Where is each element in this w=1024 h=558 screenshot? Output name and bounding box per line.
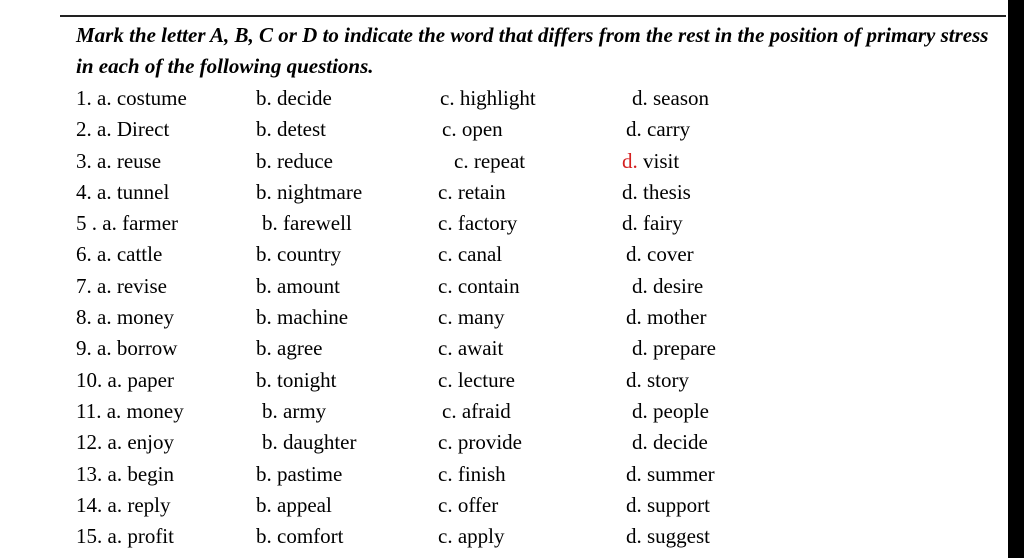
option-d [626,114,690,145]
question-row [0,271,1008,302]
option-d-word: season [653,86,709,110]
option-d-letter: d. [626,117,642,142]
option-d-letter: d. [626,367,642,392]
option-d-letter: d. [632,273,648,298]
option-d [632,427,708,458]
question-row [0,177,1008,208]
option-d [632,271,703,302]
option-a: 5 . a. farmer [76,211,179,236]
option-d-letter: d. [632,336,648,361]
option-b: b. appeal [256,492,332,517]
question-row [0,302,1008,333]
option-b: b. machine [256,305,349,330]
question-row [0,114,1008,145]
instruction-text: Mark the letter A, B, C or D to indicate the word that differs from the rest in the position of primary stress in each of the following questions. [76,23,989,78]
option-b: b. amount [256,273,340,298]
option-d-letter: d. [622,148,638,173]
option-d-word: mother [647,305,707,330]
option-b: b. decide [256,86,332,110]
option-c: c. many [438,305,505,330]
option-d [626,302,706,333]
option-d-letter: d. [626,242,642,267]
option-a: 8. a. money [76,305,174,330]
option-b: b. reduce [256,148,333,173]
option-a: 10. a. paper [76,367,174,392]
option-c: c. lecture [438,367,515,392]
question-row [0,365,1008,396]
option-d-word: prepare [653,336,716,361]
option-d-letter: d. [626,492,642,517]
question-row [0,490,1008,521]
option-d [626,239,694,270]
option-d-letter: d. [632,430,648,455]
question-row [0,521,1008,552]
option-a: 14. a. reply [76,492,171,517]
option-d-word: desire [653,273,704,298]
option-c: c. factory [438,211,518,236]
option-d-letter: d. [626,461,642,486]
option-c: c. await [438,336,504,361]
option-d [632,333,716,364]
option-c: c. retain [438,179,506,204]
option-a: 12. a. enjoy [76,430,174,455]
option-c: c. provide [438,430,522,455]
option-b: b. pastime [256,461,343,486]
option-a: 15. a. profit [76,524,174,549]
option-b: b. army [262,398,327,423]
option-d-word: summer [647,461,715,486]
option-d-word: people [653,398,709,423]
question-row [0,239,1008,270]
option-b: b. daughter [262,430,357,455]
question-row [0,333,1008,364]
option-a: 6. a. cattle [76,242,163,267]
option-d-word: story [647,367,689,392]
option-d [626,490,710,521]
option-d-word: support [647,492,710,517]
option-d-word: cover [647,242,694,267]
option-a: 2. a. Direct [76,117,170,142]
option-d-letter: d. [632,398,648,423]
option-d-letter: d. [622,211,638,236]
option-c: c. contain [438,273,520,298]
question-row [0,427,1008,458]
option-a: 7. a. revise [76,273,167,298]
option-c: c. apply [438,524,505,549]
question-row [0,146,1008,177]
option-d-word: thesis [643,179,691,204]
option-d-letter: d. [622,179,638,204]
option-a: 13. a. begin [76,461,174,486]
question-row [0,459,1008,490]
option-b: b. agree [256,336,323,361]
option-b: b. farewell [262,211,352,236]
option-c: c. offer [438,492,499,517]
option-a: 3. a. reuse [76,148,162,173]
option-c: c. open [442,117,503,142]
option-d [626,459,715,490]
option-a: 9. a. borrow [76,336,178,361]
top-rule [60,15,1006,17]
question-list [0,83,1008,552]
option-a: 4. a. tunnel [76,179,170,204]
option-d-letter: d. [626,305,642,330]
option-d [632,396,709,427]
option-d-word: suggest [647,524,710,549]
option-c: c. canal [438,242,503,267]
option-b: b. nightmare [256,179,363,204]
question-row [0,208,1008,239]
option-d-letter: d. [632,86,648,110]
option-d [626,521,710,552]
option-d-word: carry [647,117,691,142]
option-d-word: decide [653,430,708,455]
question-row [0,83,1008,114]
option-d-word: fairy [643,211,683,236]
option-b: b. comfort [256,524,344,549]
option-d [622,146,679,177]
option-c: c. repeat [454,148,526,173]
option-b: b. tonight [256,367,337,392]
option-d [622,208,683,239]
option-d [632,83,709,114]
option-d [622,177,691,208]
option-c: c. highlight [440,86,536,110]
option-b: b. detest [256,117,326,142]
option-c: c. finish [438,461,506,486]
option-d [626,365,689,396]
option-a: 1. a. costume [76,86,187,110]
option-b: b. country [256,242,342,267]
option-a: 11. a. money [76,398,184,423]
option-d-letter: d. [626,524,642,549]
option-d-word: visit [643,148,680,173]
option-c: c. afraid [442,398,511,423]
question-row [0,396,1008,427]
